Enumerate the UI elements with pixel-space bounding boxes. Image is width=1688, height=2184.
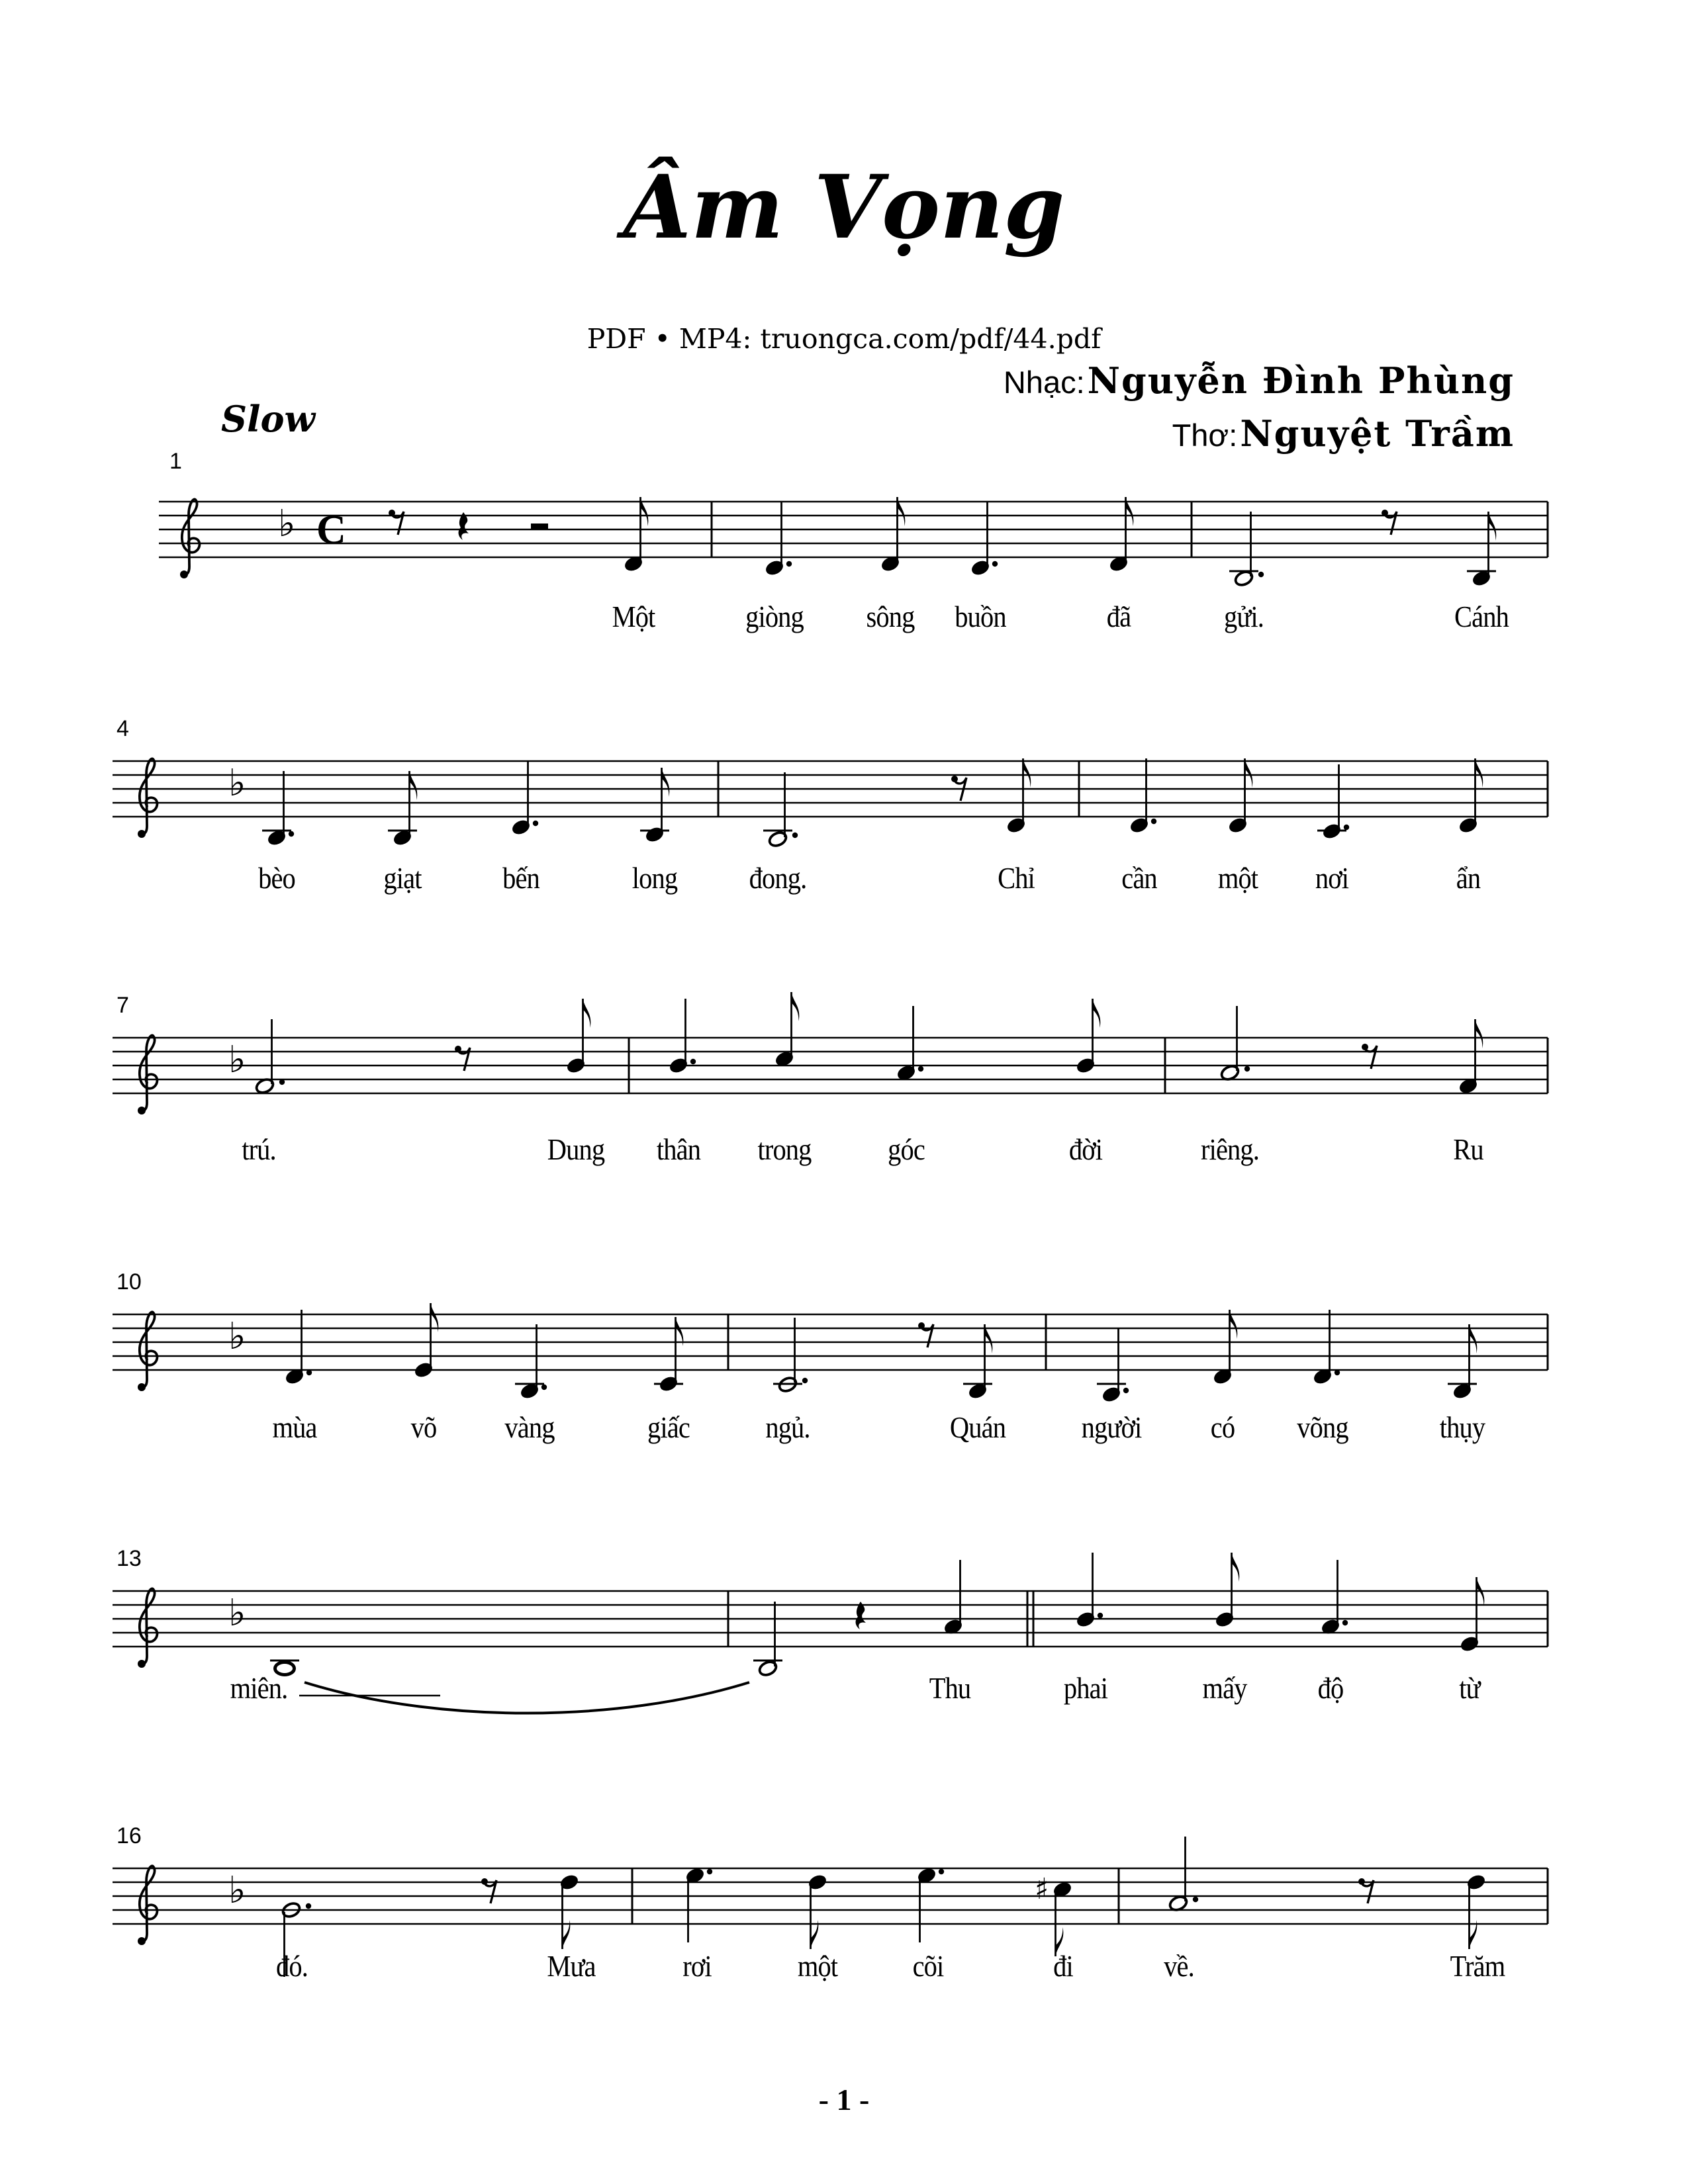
eighth-flag [1476,758,1483,788]
note [880,497,905,573]
augmentation-dot [1123,1388,1129,1393]
note [1312,1310,1340,1386]
music-credit-name: Nguyễn Đình Phùng [1087,359,1515,402]
note [943,1560,963,1636]
augmentation-dot [802,1378,808,1383]
augmentation-dot [1258,572,1264,577]
sharp-sign: ♯ [1035,1872,1049,1906]
lyric-word: đi [1053,1949,1073,1983]
half-rest [531,523,548,529]
note [1448,1324,1477,1400]
lyric-word: võng [1297,1410,1348,1444]
lyric-word: độ [1317,1671,1344,1705]
treble-clef-icon [180,500,199,578]
eighth-rest [389,510,404,535]
lyric-word: Quán [949,1410,1006,1444]
lyric-word: ngủ. [765,1410,810,1444]
augmentation-dot [279,1079,285,1085]
lyric-word: về. [1164,1949,1194,1983]
lyric-word: nơi [1315,861,1349,895]
note [963,1324,992,1400]
augmentation-dot [289,831,294,837]
treble-clef-icon [138,1866,157,1945]
lyric-word: Dung [547,1132,605,1166]
eighth-flag [1476,1019,1483,1048]
lyric-word: một [1217,861,1258,895]
eighth-flag [1245,758,1253,788]
note [1108,497,1133,573]
note [753,1602,782,1678]
note [764,501,792,577]
eighth-rest [455,1046,470,1071]
lyric-word: sông [866,600,915,633]
lyric-word: gửi. [1223,600,1264,633]
measure-number: 7 [117,993,129,1018]
lyric-word: đong. [749,861,807,895]
key-signature-flat: ♭ [278,502,296,545]
measure-number: 4 [117,716,129,741]
augmentation-dot [1193,1897,1198,1902]
note [388,771,417,847]
lyric-word: từ [1459,1671,1480,1705]
lyric-word: vàng [504,1410,555,1444]
music-system [113,1269,1548,1404]
note [684,1866,712,1942]
note [1219,1006,1250,1082]
treble-clef-icon [138,759,157,838]
note [774,992,799,1068]
measure-number: 13 [117,1546,142,1571]
augmentation-dot [1244,1066,1250,1071]
note [916,1866,944,1942]
note [896,1006,923,1082]
augmentation-dot [918,1066,923,1071]
key-signature-flat: ♭ [228,1592,246,1635]
lyric-word: rơi [682,1949,712,1983]
note [1467,512,1496,588]
lyric-word: Ru [1453,1132,1483,1166]
lyric-word: Cánh [1454,600,1509,633]
lyric-word: bèo [258,861,295,895]
note [1458,1019,1483,1095]
lyric-word: buồn [955,600,1006,633]
lyric-word: Thu [929,1671,971,1705]
key-signature-flat: ♭ [228,1315,246,1358]
measure-number: 16 [117,1823,142,1848]
treble-clef-icon [138,1312,157,1391]
time-signature: C [316,508,346,553]
lyric-word: phai [1063,1671,1108,1705]
augmentation-dot [992,561,998,567]
lyric-word: cõi [912,1949,944,1983]
note [515,1324,547,1400]
eighth-flag [1023,758,1031,788]
note [559,1873,579,1949]
lyric-word: ẩn [1456,861,1481,895]
note [1075,999,1100,1075]
key-signature-flat: ♭ [228,1038,246,1081]
lyric-word: thụy [1439,1410,1485,1444]
lyric-word: cần [1121,861,1157,895]
augmentation-dot [1098,1613,1103,1618]
key-signature-flat: ♭ [228,762,246,805]
lyric-word: đã [1106,600,1131,633]
note [1458,758,1483,835]
note [254,1019,285,1095]
lyrics-credit-name: Nguyệt Trầm [1240,412,1515,455]
lyric-word: giòng [745,600,804,633]
lyric-word: trú. [242,1132,276,1166]
lyric-word: riêng. [1200,1132,1260,1166]
eighth-flag [1093,999,1101,1028]
augmentation-dot [1342,1620,1348,1625]
note [1320,1560,1348,1636]
note [1459,1577,1484,1653]
tie [305,1682,749,1713]
eighth-flag [662,768,670,797]
eighth-flag [792,992,800,1021]
lyric-word: người [1081,1410,1142,1444]
augmentation-dot [306,1903,311,1909]
note [1097,1328,1129,1404]
note [1466,1873,1486,1949]
lyric-word: trong [757,1132,812,1166]
lyric-word: đó. [276,1949,308,1983]
lyric-word: bến [502,861,539,895]
note [262,771,294,847]
augmentation-dot [707,1869,712,1874]
lyric-word: Chỉ [998,861,1035,895]
note [763,772,798,848]
lyric-word: góc [888,1132,925,1166]
lyric-word: một [797,1949,838,1983]
augmentation-dot [1335,1370,1340,1375]
lyric-word: long [632,861,678,895]
augmentation-dot [1151,819,1156,824]
measure-number: 10 [117,1269,142,1295]
note [668,999,696,1075]
note [970,501,998,577]
page-number: - 1 - [818,2083,870,2116]
lyric-word: miên. [230,1671,288,1705]
measure-number: 1 [169,449,182,474]
note [640,768,669,844]
treble-clef-icon [138,1036,157,1115]
lyric-word: mùa [272,1410,317,1444]
augmentation-dot [939,1869,944,1874]
note [1227,758,1252,835]
lyric-word: võ [410,1410,437,1444]
tempo-marking: Slow [221,398,316,440]
note [565,999,590,1075]
music-system [113,716,1548,848]
lyric-word: Mưa [547,1949,596,1983]
note [1035,1872,1073,1956]
augmentation-dot [306,1370,312,1375]
note [284,1310,312,1386]
lyric-word: giấc [647,1410,690,1444]
augmentation-dot [533,821,538,826]
music-system [113,992,1548,1115]
pdf-link-subtitle: PDF • MP4: truongca.com/pdf/44.pdf [586,323,1102,355]
augmentation-dot [786,561,792,567]
lyric-word: Trăm [1450,1949,1505,1983]
music-system [159,449,1548,588]
eighth-rest [1382,510,1397,535]
note [1212,1310,1237,1386]
lyric-word: có [1210,1410,1235,1444]
note [1006,758,1031,835]
treble-clef-icon [138,1589,157,1668]
augmentation-dot [541,1385,547,1390]
eighth-flag [1232,1553,1240,1582]
note [1229,512,1264,588]
augmentation-dot [1344,825,1349,830]
lyric-word: thân [656,1132,701,1166]
song-title: Âm Vọng [623,156,1065,259]
lyrics-credit-label: Thơ: [1172,418,1238,453]
lyric-word: đời [1068,1132,1103,1166]
eighth-rest [918,1322,933,1347]
augmentation-dot [690,1059,696,1064]
eighth-flag [583,999,591,1028]
lyric-word: mấy [1202,1671,1247,1705]
music-credit-label: Nhạc: [1003,365,1085,400]
note [807,1873,827,1949]
key-signature-flat: ♭ [228,1869,246,1912]
lyric-word: giạt [383,861,422,895]
note [1168,1837,1198,1913]
note [1129,758,1156,835]
note [623,497,648,573]
note [510,760,538,837]
lyric-word: Một [612,600,655,633]
augmentation-dot [792,833,798,838]
